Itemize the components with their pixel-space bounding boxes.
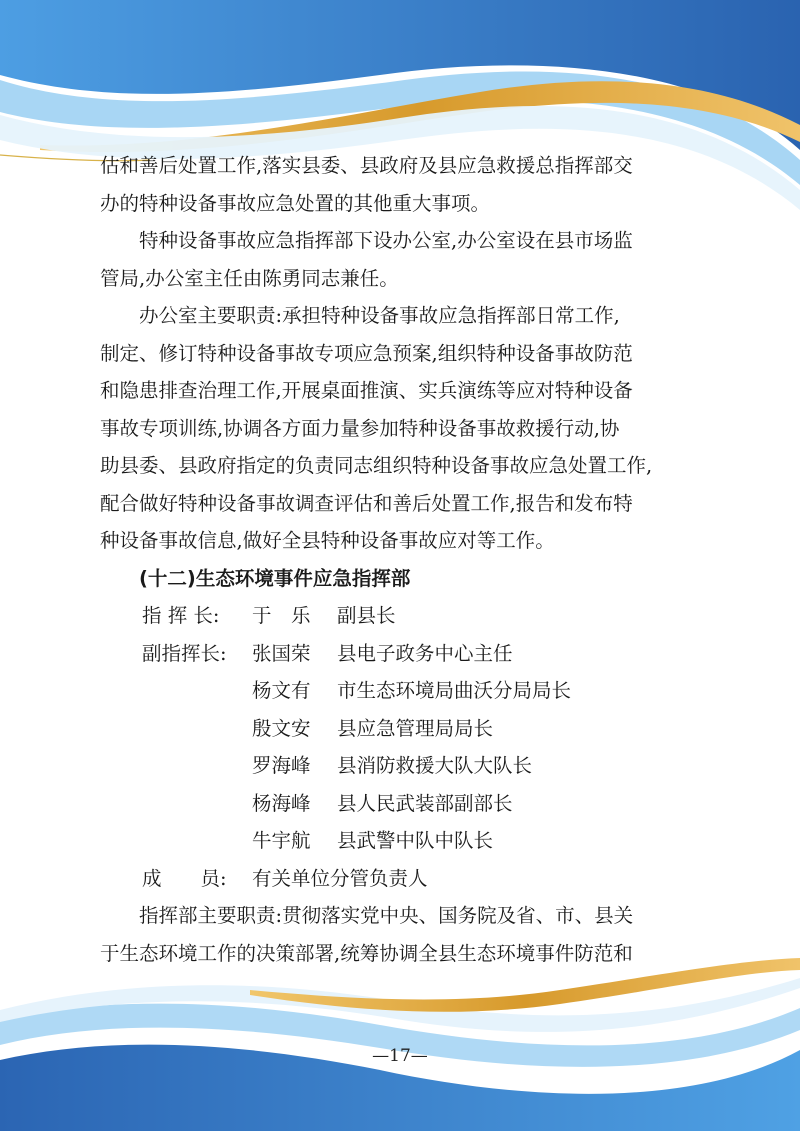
- text-line: 于生态环境工作的决策部署,统筹协调全县生态环境事件防范和: [100, 941, 633, 965]
- text-line: 助县委、县政府指定的负责同志组织特种设备事故应急处置工作,: [100, 454, 653, 477]
- deputy-row: [100, 710, 712, 748]
- text-line: 事故专项训练,协调各方面力量参加特种设备事故救援行动,协: [100, 416, 620, 440]
- deputy-row: [100, 822, 712, 860]
- deputy-name: 殷文安: [252, 716, 311, 740]
- text-line: 指挥部主要职责:贯彻落实党中央、国务院及省、市、县关: [139, 904, 634, 927]
- text-line: 特种设备事故应急指挥部下设办公室,办公室设在县市场监: [139, 229, 633, 252]
- commander-title: 副县长: [337, 604, 396, 627]
- text-line: 制定、修订特种设备事故专项应急预案,组织特种设备事故防范: [100, 341, 633, 365]
- members-label: 成 员:: [142, 866, 227, 890]
- members-value: 有关单位分管负责人: [252, 866, 428, 890]
- deputy-title: 县应急管理局局长: [337, 716, 494, 740]
- body-text: [100, 147, 712, 972]
- deputy-title: 市生态环境局曲沃分局局长: [337, 679, 572, 702]
- text-line: 估和善后处置工作,落实县委、县政府及县应急救援总指挥部交: [100, 154, 633, 177]
- deputy-name: 牛宇航: [252, 829, 311, 852]
- deputy-title: 县人民武装部副部长: [337, 791, 513, 815]
- members-row: [100, 860, 712, 898]
- continued-paragraph: [100, 147, 712, 222]
- deputy-row: [100, 635, 712, 673]
- text-line: 办公室主要职责:承担特种设备事故应急指挥部日常工作,: [139, 304, 620, 327]
- deputy-row: [100, 747, 712, 785]
- page-number: —17—: [372, 1046, 428, 1066]
- deputy-name: 杨文有: [252, 679, 311, 702]
- text-line: 管局,办公室主任由陈勇同志兼任。: [100, 266, 399, 290]
- text-line: 办的特种设备事故应急处置的其他重大事项。: [100, 191, 491, 215]
- section-heading: (十二)生态环境事件应急指挥部: [139, 566, 411, 590]
- text-line: 和隐患排查治理工作,开展桌面推演、实兵演练等应对特种设备: [100, 379, 633, 402]
- deputy-label: 副指挥长:: [142, 641, 227, 665]
- bottom-wave: [0, 958, 800, 1131]
- deputy-title: 县消防救援大队大队长: [337, 754, 533, 777]
- deputy-name: 杨海峰: [252, 791, 311, 815]
- command-duties-paragraph: [100, 897, 712, 972]
- text-line: 配合做好特种设备事故调查评估和善后处置工作,报告和发布特: [100, 491, 633, 515]
- commander-row: [100, 597, 712, 635]
- commander-label: 指 挥 长:: [142, 604, 220, 627]
- deputy-title: 县武警中队中队长: [337, 829, 494, 852]
- deputy-name: 罗海峰: [252, 754, 311, 777]
- deputy-title: 县电子政务中心主任: [337, 641, 513, 665]
- commander-name: 于 乐: [252, 604, 311, 627]
- deputy-name: 张国荣: [252, 641, 311, 665]
- office-setup-paragraph: [100, 222, 712, 297]
- deputy-row: [100, 672, 712, 710]
- text-line: 种设备事故信息,做好全县特种设备事故应对等工作。: [100, 529, 555, 552]
- office-duties-paragraph: [100, 297, 712, 560]
- deputy-row: [100, 785, 712, 823]
